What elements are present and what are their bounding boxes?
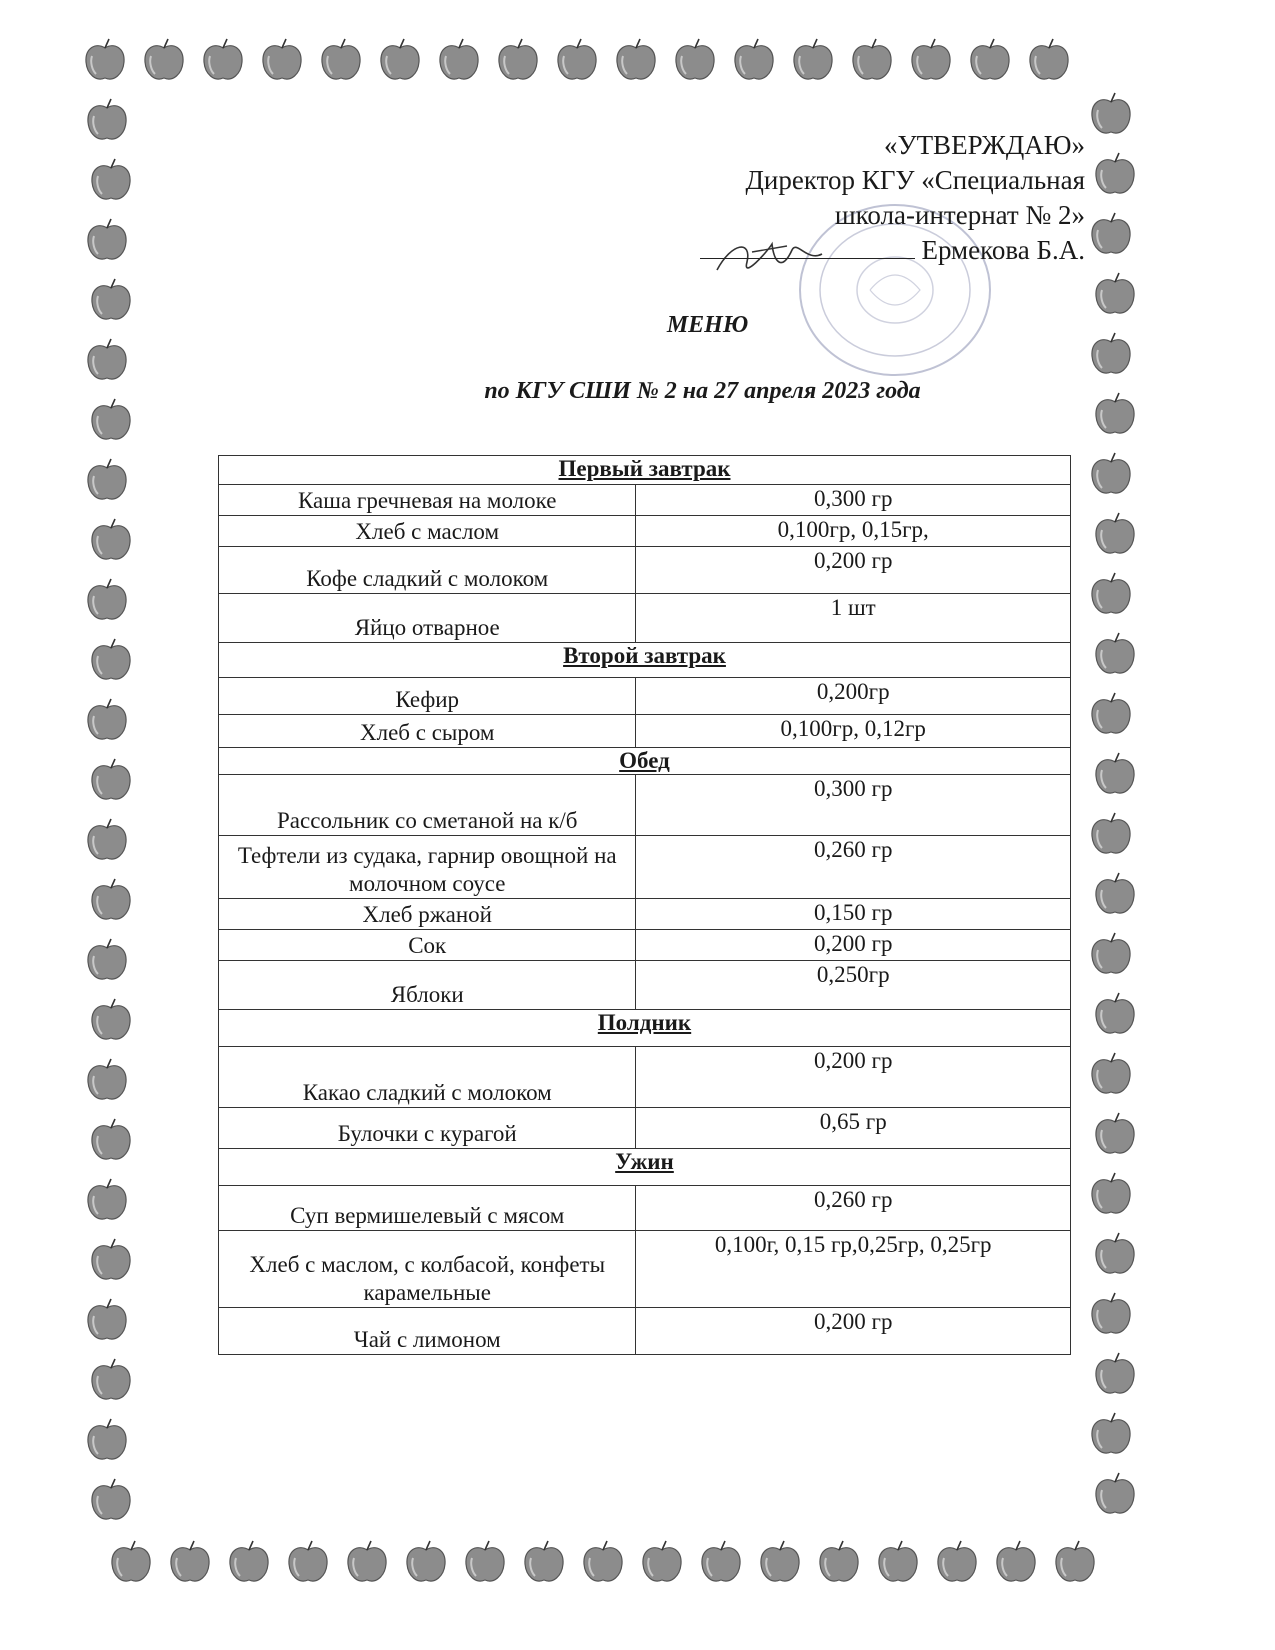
dish-name: Сок — [219, 930, 636, 961]
dish-quantity: 0,100гр, 0,15гр, — [636, 516, 1071, 547]
apple-icon — [84, 1298, 130, 1344]
apple-icon — [84, 458, 130, 504]
apple-icon — [403, 1540, 449, 1586]
apple-icon — [82, 38, 128, 84]
table-row — [219, 1231, 1071, 1308]
dish-name: Суп вермишелевый с мясом — [219, 1186, 636, 1231]
table-row — [219, 594, 1071, 643]
apple-icon — [377, 38, 423, 84]
dish-name: Каша гречневая на молоке — [219, 485, 636, 516]
table-row — [219, 1108, 1071, 1149]
dish-quantity: 0,200 гр — [636, 547, 1071, 594]
section-row — [219, 1010, 1071, 1047]
apple-icon — [84, 1178, 130, 1224]
dish-quantity: 0,150 гр — [636, 899, 1071, 930]
dish-name: Хлеб с маслом — [219, 516, 636, 547]
director-signature-line — [700, 233, 1085, 268]
apple-icon — [1092, 152, 1138, 198]
apple-icon — [698, 1540, 744, 1586]
apple-icon — [1092, 1232, 1138, 1278]
apple-icon — [1092, 752, 1138, 798]
apple-icon — [88, 1238, 134, 1284]
apple-icon — [88, 1118, 134, 1164]
apple-icon — [88, 1358, 134, 1404]
approval-block — [700, 128, 1085, 268]
table-row — [219, 1308, 1071, 1355]
dish-quantity: 0,65 гр — [636, 1108, 1071, 1149]
apple-icon — [1088, 812, 1134, 858]
section-row — [219, 643, 1071, 678]
apple-icon — [1088, 932, 1134, 978]
dish-quantity: 0,300 гр — [636, 775, 1071, 836]
apple-icon — [88, 638, 134, 684]
apple-icon — [757, 1540, 803, 1586]
section-row — [219, 456, 1071, 485]
dish-name: Кофе сладкий с молоком — [219, 547, 636, 594]
apple-icon — [167, 1540, 213, 1586]
apple-icon — [1092, 992, 1138, 1038]
table-row — [219, 1047, 1071, 1108]
apple-icon — [1088, 1292, 1134, 1338]
apple-icon — [285, 1540, 331, 1586]
apple-icon — [1092, 1352, 1138, 1398]
dish-quantity: 0,300 гр — [636, 485, 1071, 516]
apple-icon — [816, 1540, 862, 1586]
apple-icon — [672, 38, 718, 84]
apple-icon — [1088, 1052, 1134, 1098]
apple-icon — [1092, 512, 1138, 558]
school-name: школа-интернат № 2» — [834, 200, 1085, 230]
dish-quantity: 0,260 гр — [636, 836, 1071, 899]
table-row — [219, 930, 1071, 961]
apple-icon — [495, 38, 541, 84]
table-row — [219, 485, 1071, 516]
apple-icon — [226, 1540, 272, 1586]
dish-quantity: 0,200гр — [636, 678, 1071, 715]
dish-name: Яйцо отварное — [219, 594, 636, 643]
apple-icon — [462, 1540, 508, 1586]
dish-name: Хлеб ржаной — [219, 899, 636, 930]
dish-name: Рассольник со сметаной на к/б — [219, 775, 636, 836]
dish-name: Чай с лимоном — [219, 1308, 636, 1355]
table-row — [219, 547, 1071, 594]
apple-icon — [88, 758, 134, 804]
apple-icon — [849, 38, 895, 84]
apple-icon — [141, 38, 187, 84]
apple-icon — [84, 1058, 130, 1104]
apple-icon — [84, 1418, 130, 1464]
apple-icon — [84, 98, 130, 144]
table-row — [219, 899, 1071, 930]
table-row — [219, 516, 1071, 547]
section-header: Второй завтрак — [219, 643, 1071, 678]
table-row — [219, 715, 1071, 748]
apple-icon — [344, 1540, 390, 1586]
apple-icon — [639, 1540, 685, 1586]
section-header: Первый завтрак — [219, 456, 1071, 485]
dish-name: Кефир — [219, 678, 636, 715]
apple-icon — [554, 38, 600, 84]
apple-icon — [1092, 872, 1138, 918]
dish-quantity: 0,260 гр — [636, 1186, 1071, 1231]
apple-icon — [1088, 212, 1134, 258]
director-position: Директор КГУ «Специальная — [745, 165, 1085, 195]
apple-icon — [521, 1540, 567, 1586]
apple-icon — [88, 1478, 134, 1524]
apple-icon — [84, 578, 130, 624]
page-subtitle: по КГУ СШИ № 2 на 27 апреля 2023 года — [484, 378, 921, 404]
dish-quantity: 1 шт — [636, 594, 1071, 643]
director-name: Ермекова Б.А. — [921, 235, 1085, 265]
apple-icon — [259, 38, 305, 84]
apple-icon — [1026, 38, 1072, 84]
dish-name: Тефтели из судака, гарнир овощной на молочном соусе — [219, 836, 636, 899]
dish-name: Хлеб с сыром — [219, 715, 636, 748]
table-row — [219, 961, 1071, 1010]
apple-icon — [200, 38, 246, 84]
section-header: Обед — [219, 748, 1071, 775]
apple-icon — [84, 938, 130, 984]
table-row — [219, 775, 1071, 836]
dish-quantity: 0,100гр, 0,12гр — [636, 715, 1071, 748]
apple-icon — [1088, 92, 1134, 138]
table-row — [219, 1186, 1071, 1231]
apple-icon — [908, 38, 954, 84]
section-row — [219, 1149, 1071, 1186]
dish-quantity: 0,200 гр — [636, 930, 1071, 961]
dish-name: Хлеб с маслом, с колбасой, конфеты карамельные — [219, 1231, 636, 1308]
apple-icon — [1092, 1472, 1138, 1518]
apple-icon — [436, 38, 482, 84]
dish-quantity: 0,250гр — [636, 961, 1071, 1010]
dish-quantity: 0,100г, 0,15 гр,0,25гр, 0,25гр — [636, 1231, 1071, 1308]
table-row — [219, 836, 1071, 899]
dish-quantity: 0,200 гр — [636, 1047, 1071, 1108]
apple-icon — [1088, 452, 1134, 498]
apple-icon — [84, 698, 130, 744]
apple-icon — [875, 1540, 921, 1586]
apple-icon — [790, 38, 836, 84]
page-title: МЕНЮ — [666, 312, 749, 338]
table-row — [219, 678, 1071, 715]
apple-icon — [993, 1540, 1039, 1586]
dish-name: Какао сладкий с молоком — [219, 1047, 636, 1108]
apple-icon — [108, 1540, 154, 1586]
apple-icon — [1092, 1112, 1138, 1158]
menu-table — [218, 455, 1071, 1355]
apple-icon — [84, 818, 130, 864]
apple-icon — [1088, 572, 1134, 618]
apple-icon — [1092, 632, 1138, 678]
apple-icon — [934, 1540, 980, 1586]
apple-icon — [88, 158, 134, 204]
section-row — [219, 748, 1071, 775]
dish-name: Яблоки — [219, 961, 636, 1010]
section-header: Полдник — [219, 1010, 1071, 1047]
approval-label: «УТВЕРЖДАЮ» — [883, 130, 1085, 160]
apple-icon — [613, 38, 659, 84]
dish-quantity: 0,200 гр — [636, 1308, 1071, 1355]
apple-icon — [580, 1540, 626, 1586]
dish-name: Булочки с курагой — [219, 1108, 636, 1149]
apple-icon — [1052, 1540, 1098, 1586]
apple-icon — [318, 38, 364, 84]
signature-underline — [700, 238, 915, 259]
apple-icon — [1088, 1412, 1134, 1458]
section-header: Ужин — [219, 1149, 1071, 1186]
apple-icon — [1088, 692, 1134, 738]
apple-icon — [88, 998, 134, 1044]
apple-icon — [88, 518, 134, 564]
apple-icon — [731, 38, 777, 84]
apple-icon — [84, 218, 130, 264]
apple-icon — [88, 878, 134, 924]
apple-icon — [1088, 1172, 1134, 1218]
apple-icon — [967, 38, 1013, 84]
